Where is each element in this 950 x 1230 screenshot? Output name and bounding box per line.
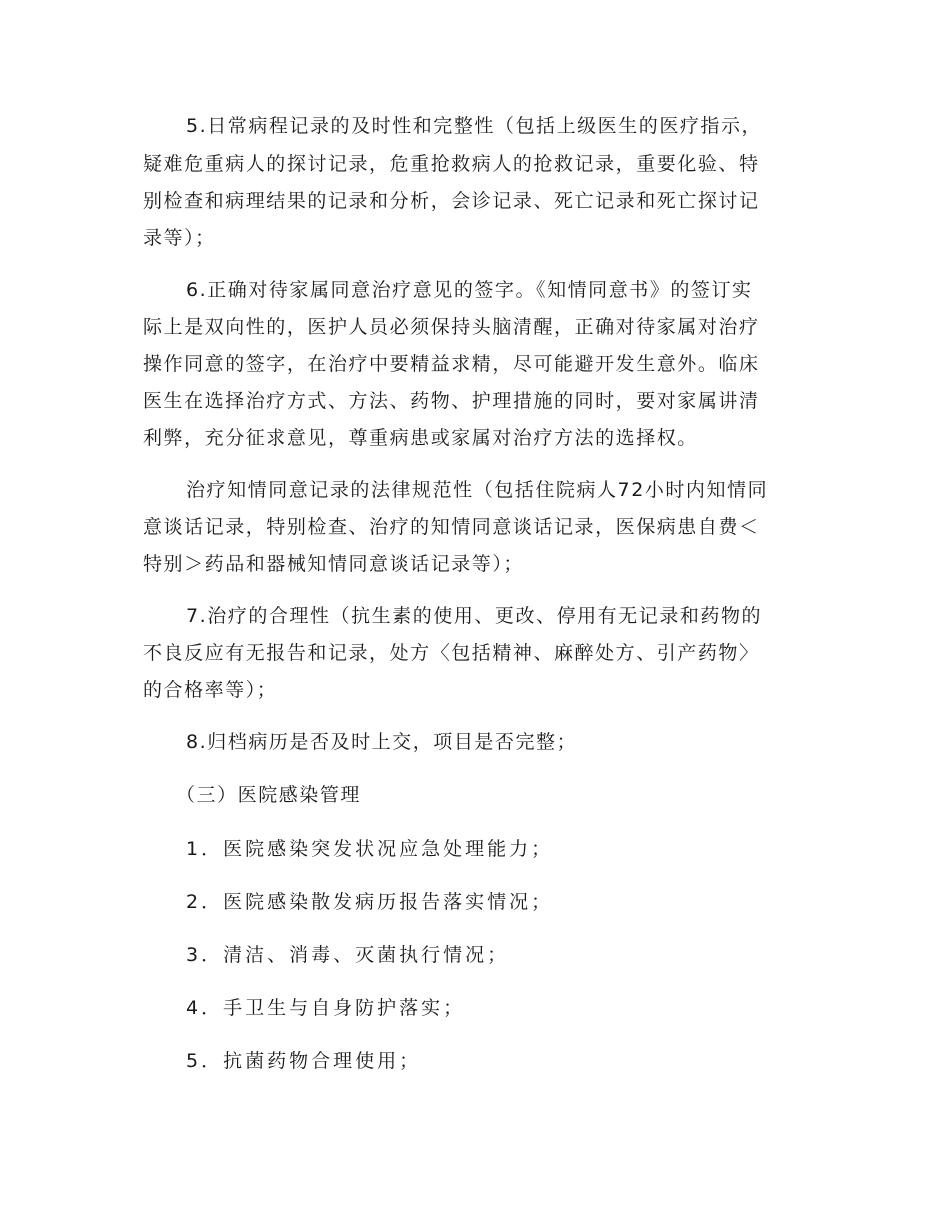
paragraph-6-line-3: 操作同意的签字，在治疗中要精益求精，尽可能避开发生意外。临床 — [143, 353, 760, 375]
paragraph-6-line-4: 医生在选择治疗方式、方法、药物、护理措施的同时，要对家属讲清 — [143, 390, 760, 412]
paragraph-7-line-2: 不良反应有无报告和记录，处方〈包括精神、麻醉处方、引产药物〉 — [143, 642, 760, 664]
paragraph-7-line-3: 的合格率等）； — [143, 679, 278, 701]
paragraph-8-line-1: 8.归档病历是否及时上交，项目是否完整； — [186, 731, 578, 753]
paragraph-7-line-1: 7.治疗的合理性（抗生素的使用、更改、停用有无记录和药物的 — [186, 605, 763, 627]
consent-paragraph-line-3: 特别＞药品和器械知情同意谈话记录等）； — [143, 553, 524, 575]
section-heading: （三）医院感染管理 — [176, 784, 361, 806]
paragraph-5-line-4: 录等）； — [143, 227, 216, 249]
paragraph-6-line-5: 利弊，充分征求意见，尊重病患或家属对治疗方法的选择权。 — [143, 427, 698, 449]
list-item: 2．医院感染散发病历报告落实情况； — [186, 891, 554, 913]
paragraph-6-line-1: 6.正确对待家属同意治疗意见的签字。《知情同意书》的签订实 — [186, 279, 753, 301]
consent-paragraph-line-2: 意谈话记录，特别检查、治疗的知情同意谈话记录，医保病患自费＜ — [143, 516, 760, 538]
list-item: 4．手卫生与自身防护落实； — [186, 997, 466, 1019]
paragraph-5-line-2: 疑难危重病人的探讨记录，危重抢救病人的抢救记录，重要化验、特 — [143, 153, 760, 175]
list-item: 3．清洁、消毒、灭菌执行情况； — [186, 944, 510, 966]
paragraph-6-line-2: 际上是双向性的，医护人员必须保持头脑清醒，正确对待家属对治疗 — [143, 316, 760, 338]
list-item: 1．医院感染突发状况应急处理能力； — [186, 838, 554, 860]
consent-paragraph-line-1: 治疗知情同意记录的法律规范性（包括住院病人72小时内知情同 — [186, 479, 769, 501]
list-item: 5．抗菌药物合理使用； — [186, 1050, 422, 1072]
paragraph-5-line-3: 别检查和病理结果的记录和分析，会诊记录、死亡记录和死亡探讨记 — [143, 190, 760, 212]
paragraph-5-line-1: 5.日常病程记录的及时性和完整性（包括上级医生的医疗指示， — [186, 115, 763, 137]
